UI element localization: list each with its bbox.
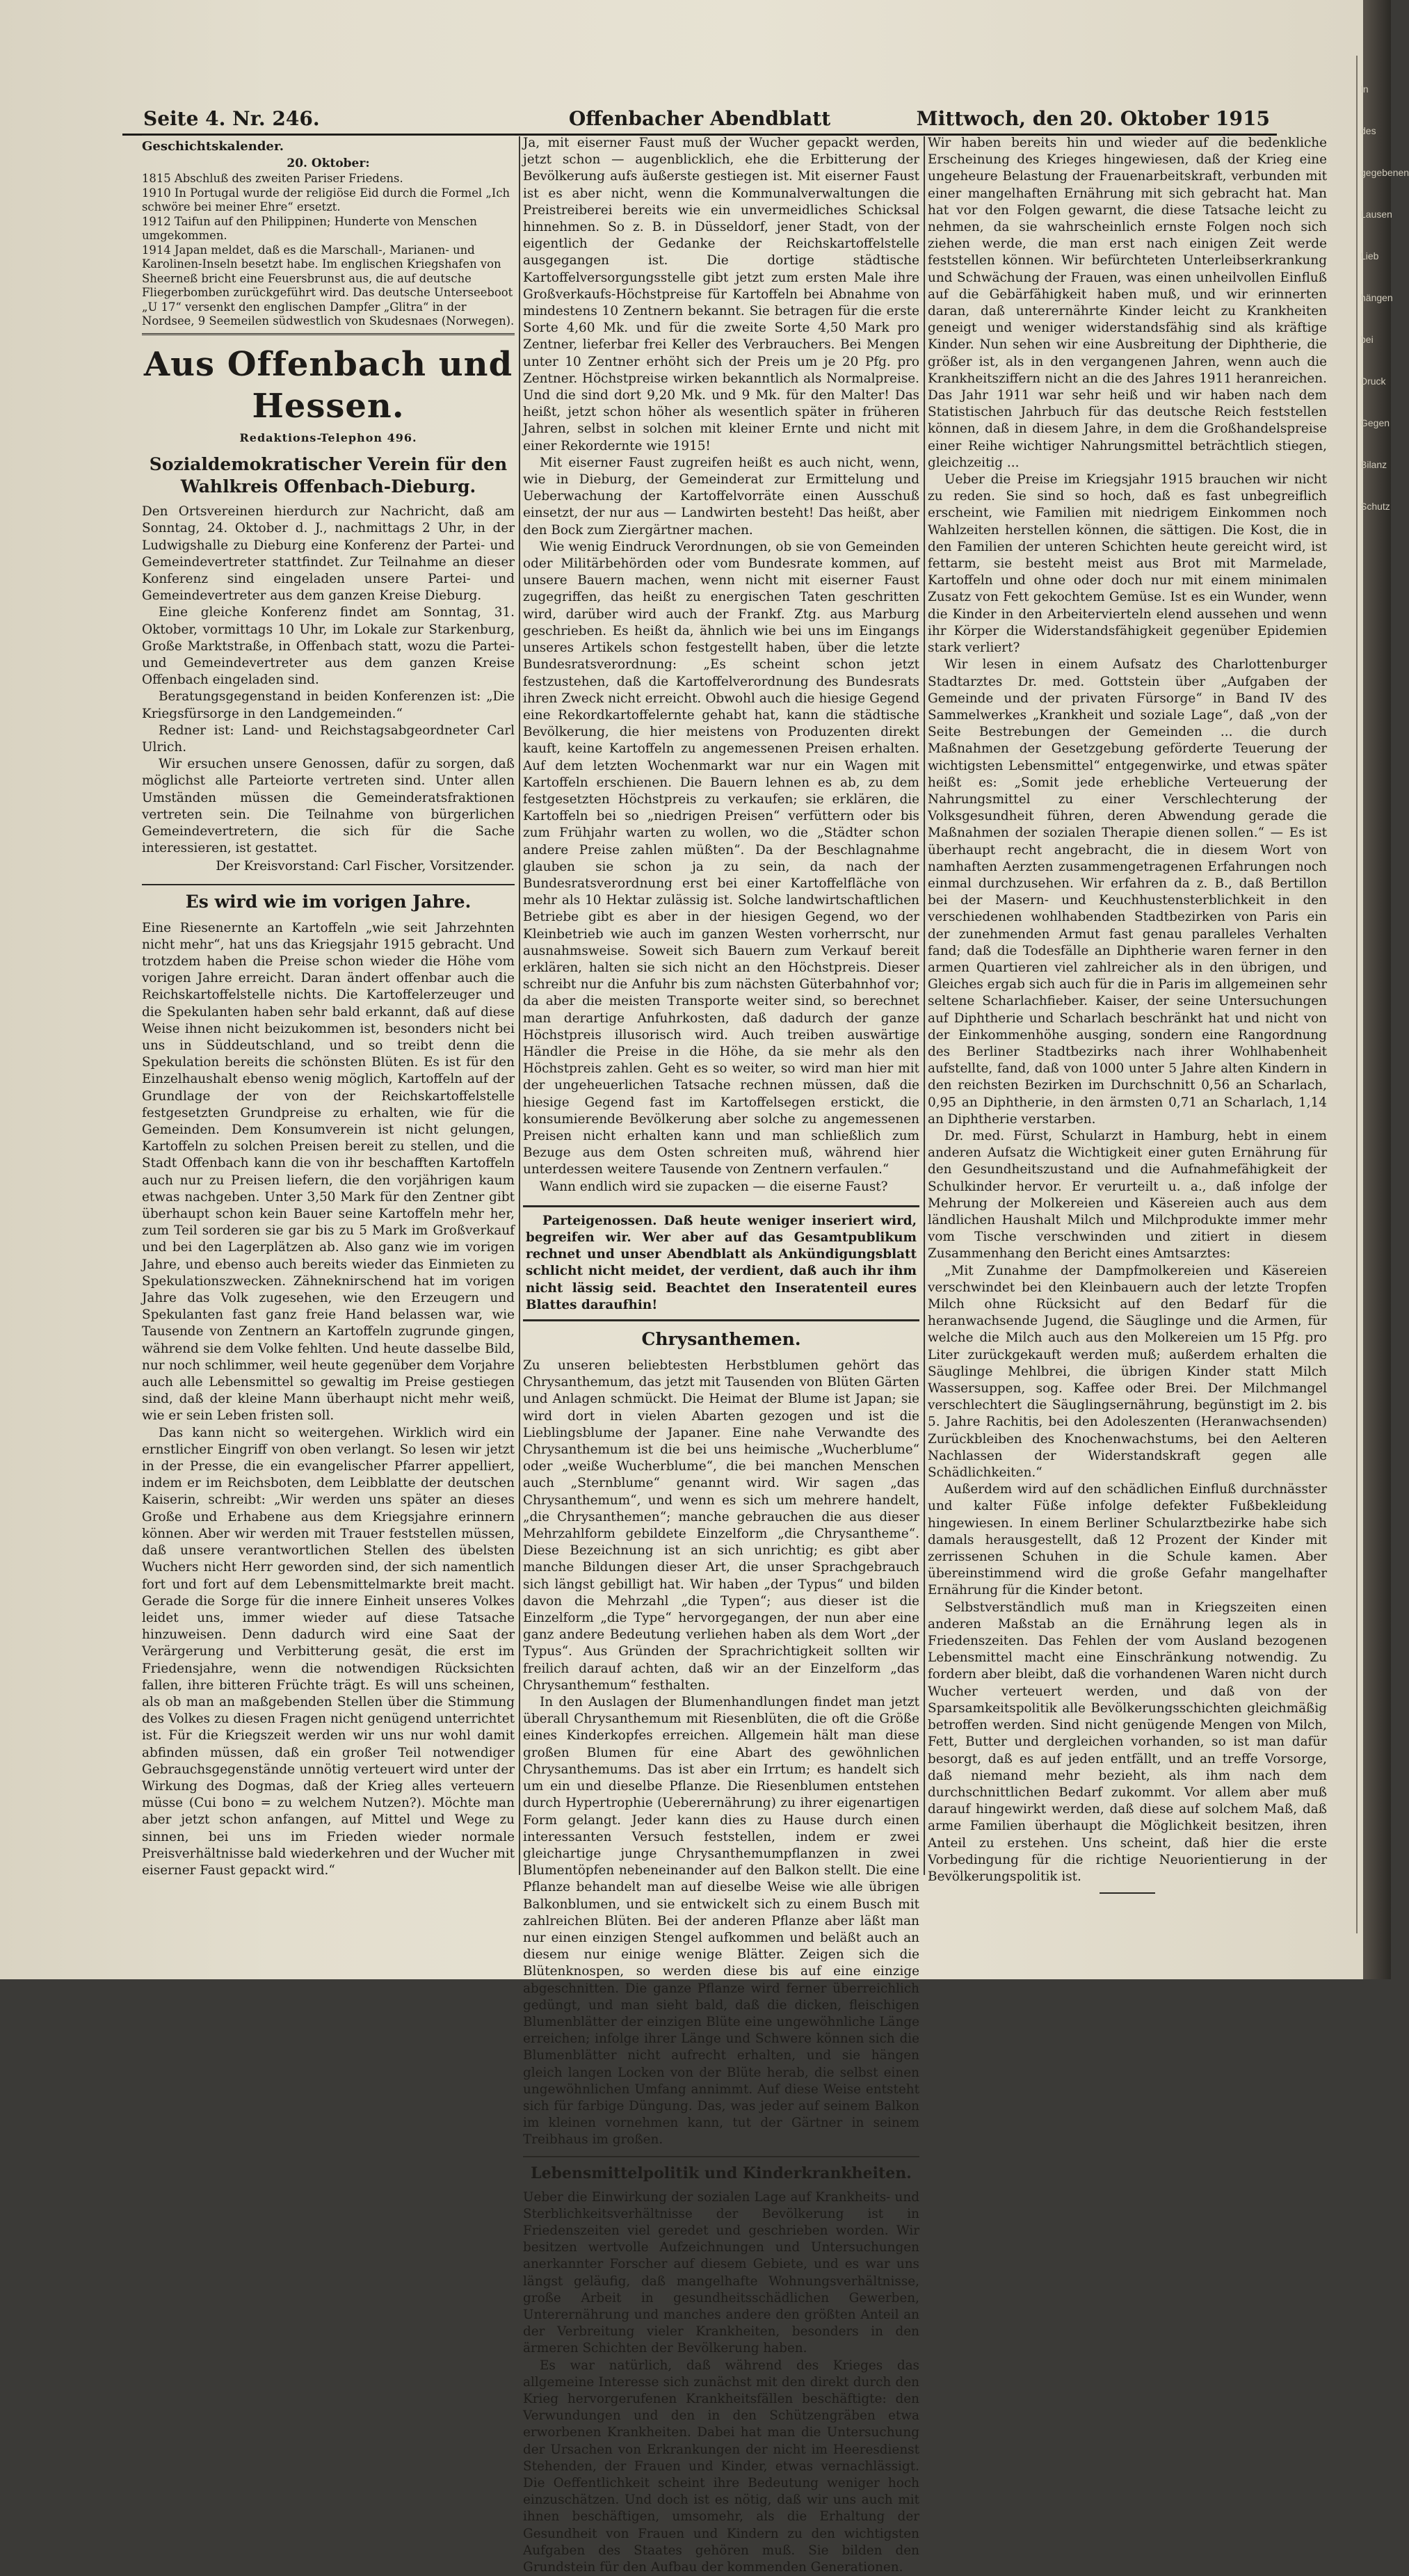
page-header bbox=[122, 106, 1277, 136]
article-paragraph: Ueber die Einwirkung der sozialen Lage auf Krankheits- und Sterblichkeitsverhältnisse der Bevölkerung ist in Friedenszeiten viel geredet und geschrieben worden. Wir besitzen wertvolle Aufzeichnungen und Untersuchungen anerkannter Forscher auf diesem Gebiete, und es war uns längst geläufig, daß mangelhafte Wohnungsverhältnisse, große Arbeit in gesundheitsschädlichen Gewerben, Unterernährung und manches andere den größten Anteil an der Verbreitung vieler Krankheiten, besonders in den ärmeren Schichten der Bevölkerung haben. bbox=[523, 2189, 919, 2356]
article-paragraph: Dr. med. Fürst, Schularzt in Hamburg, hebt in einem anderen Aufsatz die Wichtigkeit einer guten Ernährung für den Gesundheitszustand und die Aufnahmefähigkeit der Schulkinder hervor. Er verurteilt u. a., daß infolge der Mehrung der Molkereien und Käsereien auch aus dem ländlichen Haushalt Milch und Milchprodukte immer mehr vom Tische verschwinden und zitiert in diesem Zusammenhang den Bericht eines Amtsarztes: bbox=[928, 1128, 1327, 1262]
article-title: Es wird wie im vorigen Jahre. bbox=[142, 884, 515, 913]
newspaper-title: Offenbacher Abendblatt bbox=[568, 107, 831, 130]
article-paragraph: Eine Riesenernte an Kartoffeln „wie seit Jahrzehnten nicht mehr“, hat uns das Kriegsjahr 1915 gebracht. Und trotzdem haben die Preise schon wieder die Höhe vom vorigen Jahre erreicht. Daran ändert offenbar auch die Reichskartoffelstelle nichts. Die Kartoffelerzeuger und die Spekulanten haben sehr bald erkannt, daß auf diese Weise ihnen nicht beizukommen ist, besonders nicht bei uns in Süddeutschland, und so treibt denn die Spekulation bereits die schönsten Blüten. Es ist für den Einzelhaushalt ebenso wenig möglich, Kartoffeln auf der Grundlage der von der Reichskartoffelstelle festgesetzten Grundpreise zu erhalten, wie für die Gemeinden. Dem Konsumverein ist nicht gelungen, Kartoffeln zu solchen Preisen bereit zu stellen, und die Stadt Offenbach kann die von ihr beschafften Kartoffeln auch nur zu Preisen liefern, die den vorjährigen kaum etwas nachgeben. Unter 3,50 Mark für den Zentner gibt überhaupt schon kein Bauer seine Kartoffeln mehr her, zum Teil sorderen sie gar bis zu 5 Mark im Großverkauf und bei den Lagerplätzen ab. Also ganz wie im vorigen Jahre, und ebenso auch bereits wieder das Einmieten zu Spekulationszwecken. Zähneknirschend hat im vorigen Jahre das Volk zugesehen, wie den Erzeugern und Spekulanten fast ganz freie Hand belassen war, wie Tausende von Zentnern an Kartoffeln zugrunde gingen, während sie dem Volke fehlten. Und heute dasselbe Bild, nur noch schlimmer, weil heute gegenüber dem Vorjahre auch alle Lebensmittel so gewaltig im Preise gestiegen sind, daß der kleine Mann überhaupt nicht mehr weiß, wie er sein Leben fristen soll. bbox=[142, 920, 515, 1424]
article-paragraph: Redner ist: Land- und Reichstagsabgeordneter Carl Ulrich. bbox=[142, 723, 515, 755]
fragment-text: Lausen bbox=[1360, 209, 1392, 220]
article-paragraph: Selbstverständlich muß man in Kriegszeiten einen anderen Maßstab an die Ernährung legen als in Friedenszeiten. Das Fehlen der vom Ausland bezogenen Lebensmittel macht eine Einschränkung notwendig. Zu fordern aber bleibt, daß die vorhandenen Waren nicht durch Wucher verteuert werden, und daß von der Sparsamkeitspolitik alle Bevölkerungsschichten gleichmäßig betroffen werden. Sind nicht genügende Mengen von Milch, Fett, Butter und dergleichen vorhanden, so ist man dafür besorgt, daß es auf jeden entfällt, und an treffe Vorsorge, daß niemand mehr bezieht, als ihm nach dem durchschnittlichen Bedarf zukommt. Vor allem aber muß darauf hingewirkt werden, daß diese auf solchem Maß, daß arme Familien überhaupt die Möglichkeit besitzen, ihren Anteil zu erstehen. Uns scheint, daß hier die erste Vorbedingung für die richtige Neuorientierung in der Bevölkerungspolitik ist. bbox=[928, 1600, 1327, 1884]
calendar-entry: 1815 Abschluß des zweiten Pariser Friedens. bbox=[142, 172, 403, 186]
article-paragraph: „Mit Zunahme der Dampfmolkereien und Käsereien verschwindet bei den Kleinbauern auch der letzte Tropfen Milch ohne Rücksicht auf den Bedarf für die heranwachsende Jugend, die Säuglinge und die Armen, für welche die Milch auch aus den Molkereien um 15 Pfg. pro Liter zurückgekauft werden muß; außerdem erhalten die Säuglinge Mehlbrei, die übrigen Kinder statt Milch Wassersuppen, sog. Kaffee oder Brei. Der Milchmangel verschlechtert die Säuglingsernährung, begünstigt im 2. bis 5. Jahre Rachitis, bei den Adoleszenten (Heranwachsenden) Zurückbleiben des Knochenwachstums, bei den Aelteren Nachlassen der Widerstandskraft gegen alle Schädlichkeiten.“ bbox=[928, 1263, 1327, 1481]
article-paragraph: Ja, mit eiserner Faust muß der Wucher gepackt werden, jetzt schon — augenblicklich, ehe die Erbitterung der Bevölkerung aufs äußerste gestiegen ist. Mit eiserner Faust ist es aber nicht, wenn die Kommunalverwaltungen die Preistreiberei bereits wie ein unvermeidliches Schicksal hinnehmen. So z. B. in Düsseldorf, jener Stadt, von der eigentlich der Gedanke der Reichskartoffelstelle ausgegangen ist. Die dortige städtische Kartoffelversorgungsstelle gibt jetzt zum ersten Male ihre Großverkaufs-Höchstpreise für Kartoffeln bei Abnahme von mindestens 10 Zentnern bekannt. Sie betragen für die erste Sorte 4,60 Mk. und für die zweite Sorte 4,50 Mark pro Zentner, lieferbar frei Keller des Verbrauchers. Bei Mengen unter 10 Zentner erhöht sich der Preis um je 20 Pfg. pro Zentner. Höchstpreise wirken bekanntlich als Normalpreise. Und die sind dort 9,20 Mk. und 9 Mk. für den Malter! Das heißt, jetzt schon höher als wesentlich später in früheren Jahren, selbst in solchen mit kleiner Ernte und nicht mit einer Rekordernte wie 1915! bbox=[523, 136, 919, 453]
separator-rule bbox=[523, 2156, 919, 2157]
article-paragraph: Wie wenig Eindruck Verordnungen, ob sie von Gemeinden oder Militärbehörden oder vom Bundesrate kommen, auf unsere Bauern machen, wenn nicht mit eiserner Faust zugegriffen, das heißt zu energischen Taten geschritten wird, darüber wird auch der Frankf. Ztg. aus Marburg geschrieben. Es heißt da, ähnlich wie bei uns im Eingangs unseres Artikels schon festgestellt haben, über die letzte Bundesratsverordnung: „Es scheint schon jetzt festzustehen, daß die Kartoffelverordnung des Bundesrats ihren Zweck nicht erreicht. Obwohl auch die hiesige Gegend eine Rekordkartoffelernte gehabt hat, kann die städtische Bevölkerung, die hier meistens von Produzenten direkt kauft, keine Kartoffeln zu angemessenen Preisen erhalten. Auf dem letzten Wochenmarkt war nur ein Wagen mit Kartoffeln erschienen. Die Bauern lehnen es ab, zu dem festgesetzten Höchstpreis zu verkaufen; sie erklären, die Kartoffeln bei so „niedrigen Preisen“ verfüttern oder bis zum Frühjahr warten zu wollen, wo die „Städter schon andere Preise zahlen müßten“. Da der Beschlagnahme glauben sie schon ja zu sein, da nach der Bundesratsverordnung erst bei einer Kartoffelfläche von mehr als 10 Hektar zulässig ist. Solche landwirtschaftlichen Betriebe gibt es aber in der hiesigen Gegend, wo der Kleinbetrieb wie auch im ganzen Westen vorherrscht, nur ausnahmsweise. Soweit sich Bauern zum Verkauf bereit erklären, halten sie sich nicht an den Höchstpreis. Dieser schreibt nur die Anfuhr bis zum nächsten Güterbahnhof vor; da aber die meisten Transporte weiter sind, so berechnet man derartige Anfuhrkosten, daß dadurch der ganze Höchstpreis illusorisch wird. Auch treiben auswärtige Händler die Preise in die Höhe, da sie mehr als den Höchstpreis zahlen. Geht es so weiter, so wird man hier mit der ungeheuerlichen Tatsache rechnen müssen, daß die hiesige Gegend fast im Kartoffelsegen erstickt, die konsumierende Bevölkerung aber solche zu angemessenen Preisen nicht erhalten kann und man schließlich zum Bezuge aus dem Osten schreiten muß, während hier unterdessen weitere Tausende von Zentnern verfaulen.“ bbox=[523, 539, 919, 1177]
end-rule bbox=[1100, 1892, 1155, 1894]
fragment-text: gegebenen bbox=[1360, 167, 1409, 178]
column-divider bbox=[519, 136, 520, 1875]
article-paragraph: Den Ortsvereinen hierdurch zur Nachricht, daß am Sonntag, 24. Oktober d. J., nachmittags 2 Uhr, in der Ludwigshalle zu Dieburg eine Konferenz der Partei- und Gemeindevertreter stattfindet. Zur Teilnahme an dieser Konferenz sind eingeladen unsere Partei- und Gemeindevertreter aus dem ganzen Kreise Dieburg. bbox=[142, 504, 515, 604]
adjacent-page-fragments bbox=[1360, 83, 1409, 542]
article-paragraph: Wann endlich wird sie zupacken — die eiserne Faust? bbox=[540, 1179, 888, 1194]
article-title: Sozialdemokratischer Verein für den Wahlkreis Offenbach-Dieburg. bbox=[149, 454, 508, 497]
column-divider bbox=[924, 136, 925, 1875]
fragment-text: hängen bbox=[1360, 292, 1393, 303]
fragment-text: bei bbox=[1360, 334, 1374, 345]
party-notice-box bbox=[523, 1205, 919, 1321]
article-paragraph: Wir haben bereits hin und wieder auf die bedenkliche Erscheinung des Krieges hingewiesen, daß der Krieg eine ungeheure Belastung der Frauenarbeitskraft, verbunden mit einer mangelhaften Ernährung mit sich gebracht hat. Man hat vor den Folgen gewarnt, die diese Tatsache leicht zu nehmen, da sie wahrscheinlich ernste Folgen noch sich ziehen werde, die man erst nach einigen Zeit werde feststellen können. Wir befürchteten Unterleibserkrankung und Schwächung der Frauen, was einen unheilvollen Einfluß auf die Gebärfähigkeit haben muß, und wir erinnerten daran, daß unterernährte Kinder leicht zu Krankheiten geneigt und weniger widerstandsfähig sind als kräftige Kinder. Nun sehen wir eine Ausbreitung der Diphtherie, die größer ist, als in den vergangenen Jahren, wenn auch die Krankheitsziffern nicht an die des Jahres 1911 heranreichen. Das Jahr 1911 war sehr heiß und wir haben nach dem Statistischen Jahrbuch für das deutsche Reich feststellen können, daß in diesem Jahre, in dem die Großhandelspreise einer Reihe wichtiger Nahrungsmittel beträchtlich stiegen, gleichzeitig ... bbox=[928, 136, 1327, 470]
calendar-title: Geschichtskalender. bbox=[142, 139, 284, 154]
article-paragraph: Ueber die Preise im Kriegsjahr 1915 brauchen wir nicht zu reden. Sie sind so hoch, daß es fast unbegreiflich erscheint, wie Familien mit niedrigem Einkommen noch Wahlzeiten herstellen können, die sättigen. Die Kost, die in den Familien der unteren Schichten heute gereicht wird, ist fettarm, sie besteht meist aus Brot mit Marmelade, Kartoffeln und ohne oder doch nur mit einem minimalen Zusatz von Fett gekochtem Gemüse. Ist es ein Wunder, wenn die Kinder in den Arbeitervierteln elend aussehen und wenn ihr Körper die Widerstandsfähigkeit gegenüber Epidemien stark verliert? bbox=[928, 472, 1327, 656]
article-paragraph: Wir lesen in einem Aufsatz des Charlottenburger Stadtarztes Dr. med. Gottstein über „Aufgaben der Gemeinde und der privaten Fürsorge“ in Band IV des Sammelwerkes „Krankheit und soziale Lage“, daß „von der Seite Bestrebungen der Gemeinden ... die durch Maßnahmen der Gesetzgebung geförderte Teuerung der wichtigsten Lebensmittel“ entgegenwirke, und etwas später heißt es: „Somit jede erhebliche Verteuerung der Nahrungsmittel zu einer Verschlechterung der Volksgesundheit führen, deren Abwendung gerade die Maßnahmen der sozialen Therapie dienen sollen.“ — Es ist überhaupt recht angebracht, die in diesem Wort von namhaften Aerzten zusammengetragenen Erfahrungen noch einmal durchzusehen. Wir erfahren da z. B., daß Bertillon bei der Masern- und Keuchhustensterblichkeit in den verschiedenen wohlhabenden Stadtbezirken von Paris ein der zunehmenden Armut fast genau paralleles Verhalten fand; daß die Todesfälle an Diphtherie waren ferner in den armen Quartieren viel zahlreicher als in den übrigen, und Gleiches ergab sich auch für die in Paris im allgemeinen sehr seltene Scharlachfieber. Kaiser, der seine Untersuchungen auf Diphtherie und Scharlach beschränkt hat und nicht von der Einkommenhöhe ausging, sondern eine Rangordnung des Berliner Stadtbezirks nach ihrer Wohlhabenheit aufstellte, fand, daß von 1000 unter 5 Jahre alten Kindern in den reichsten Bezirken im Durchschnitt 0,56 an Scharlach, 0,95 an Diphtherie, in den ärmsten 0,71 an Scharlach, 1,14 an Diphtherie verstarben. bbox=[928, 657, 1327, 1127]
fragment-text: Gegen bbox=[1360, 417, 1390, 428]
notice-text: Parteigenossen. Daß heute weniger inseriert wird, begreifen wir. Wer aber auf das Gesamtpublikum rechnet und unser Abendblatt als Ankündigungsblatt schlicht nicht meidet, der verdient, daß auch ihr ihm nicht lässig seid. Beachtet den Inseratenteil eures Blattes daraufhin! bbox=[526, 1213, 917, 1312]
column-3 bbox=[928, 135, 1327, 1894]
calendar-date: 20. Oktober: bbox=[287, 156, 370, 171]
fragment-text: In bbox=[1360, 83, 1369, 95]
article-title: Chrysanthemen. bbox=[641, 1329, 801, 1350]
article-paragraph: Beratungsgegenstand in beiden Konferenzen ist: „Die Kriegsfürsorge in den Landgemeinden.“ bbox=[142, 689, 515, 721]
fragment-text: Lieb bbox=[1360, 250, 1379, 261]
fragment-text: Schutz bbox=[1360, 501, 1390, 512]
page-number: Seite 4. Nr. 246. bbox=[143, 107, 320, 130]
article-paragraph: In den Auslagen der Blumenhandlungen findet man jetzt überall Chrysanthemum mit Riesenblüten, die oft die Größe eines Kinderkopfes erreichen. Allgemein hält man diese großen Blumen für eine Abart des gewöhnlichen Chrysanthemums. Das ist aber ein Irrtum; es handelt sich um ein und dieselbe Pflanze. Die Riesenblumen entstehen durch Hypertrophie (Ueberernährung) zu ihrer eigenartigen Form gelangt. Jeder kann dies zu Hause durch einen interessanten Versuch feststellen, indem er zwei gleichartige junge Chrysanthemumpflanzen in zwei Blumentöpfen nebeneinander auf den Balkon stellt. Die eine Pflanze behandelt man auf dieselbe Weise wie alle übrigen Balkonblumen, und sie entwickelt sich zu einem Busch mit zahlreichen Blüten. Bei der anderen Pflanze aber läßt man nur einen einzigen Stengel aufkommen und beläßt auch an diesem nur einige wenige Blätter. Zeigen sich die Blütenknospen, so werden diese bis auf eine einzige abgeschnitten. Die ganze Pflanze wird ferner überreichlich gedüngt, und man sieht bald, daß die dicken, fleischigen Blumenblätter der einzigen Blüte eine ungewöhnliche Länge erreichen; infolge ihrer Länge und Schwere können sich die Blumenblätter nicht aufrecht erhalten, und sie hängen gleich langen Locken von der Blüte herab, die selbst einen ungewöhnlichen Umfang annimmt. Auf diese Weise entsteht sich für farbige Düngung. Das, was jeder auf seinem Balkon im kleinen vornehmen kann, tut der Gärtner in seinem Treibhaus im großen. bbox=[523, 1695, 919, 2148]
fragment-text: Bilanz bbox=[1360, 459, 1387, 470]
history-calendar bbox=[142, 135, 515, 335]
article-paragraph: Es war natürlich, daß während des Krieges das allgemeine Interesse sich zunächst mit den direkt durch den Krieg hervorgerufenen Krankheitsfällen beschäftigte: den Verwundungen und den in den Schützengräben etwa erworbenen Krankheiten. Dabei hat man die Untersuchung der Ursachen von Erkrankungen der nicht im Heeresdienst Stehenden, der Frauen und Kinder, etwas vernachlässigt. Die Oeffentlichkeit scheint ihre Bedeutung weniger hoch einzuschätzen. Und doch ist es nötig, daß wir uns auch mit ihnen beschäftigen, umsomehr, als die Erhaltung der Gesundheit von Frauen und Kindern zu den wichtigsten Aufgaben des Staates gehören muß. Sie bilden den Grundstein für den Aufbau der kommenden Generationen. bbox=[523, 2358, 919, 2575]
calendar-entry: 1910 In Portugal wurde der religiöse Eid durch die Formel „Ich schwöre bei meiner Ehre“ ersetzt. bbox=[142, 186, 510, 214]
fragment-text: Druck bbox=[1360, 376, 1386, 387]
article-paragraph: Wir ersuchen unsere Genossen, dafür zu sorgen, daß möglichst alle Parteiorte vertreten sind. Unter allen Umständen müssen die Gemeinderatsfraktionen vertreten sein. Die Teilnahme von bürgerlichen Gemeindevertretern, die sich für die Sache interessieren, ist gestattet. bbox=[142, 757, 515, 856]
article-paragraph: Das kann nicht so weitergehen. Wirklich wird ein ernstlicher Eingriff von oben verlangt. So lesen wir jetzt in der Presse, die ein evangelischer Pfarrer appelliert, indem er im Reichsboten, dem Leibblatte der deutschen Kaiserin, schreibt: „Wir werden uns später an dieses Große und Erhabene aus dem Kriegsjahre erinnern können. Aber wir werden mit Trauer feststellen müssen, daß unsere verantwortlichen Stellen des übelsten Wuchers nicht Herr geworden sind, der sich namentlich fort und fort auf dem Lebensmittelmarkte breit macht. Gerade die Sorge für die innere Einheit unseres Volkes leidet uns, immer wieder auf diese Tatsache hinzuweisen. Denn dadurch wird eine Saat der Verärgerung und Verbitterung gesät, die erst im Friedensjahre, wenn die notwendigen Rücksichten fallen, ihre bitteren Früchte trägt. Es will uns scheinen, als ob man an maßgebenden Stellen über die Stimmung des Volkes zu diesen Fragen nicht genügend unterrichtet ist. Für die Kriegszeit werden wir uns nur wohl damit abfinden müssen, daß ein großer Teil notwendiger Gebrauchsgegenstände unnötig verteuert wird unter der Wirkung des Dogmas, daß der Krieg alles verteuern müsse (Cui bono = zu welchem Nutzen?). Möchte man aber jetzt schon anfangen, auf Mittel und Wege zu sinnen, bei uns im Frieden wieder normale Preisverhältnisse bald wiederkehren und der Wucher mit eiserner Faust gepackt wird.“ bbox=[142, 1425, 515, 1878]
article-paragraph: Mit eiserner Faust zugreifen heißt es auch nicht, wenn, wie in Dieburg, der Gemeinderat zur Ermittelung und Ueberwachung der Kartoffelvorräte einen Ausschuß einsetzt, der nur aus — Landwirten besteht! Das heißt, aber den Bock zum Ziergärtner machen. bbox=[523, 455, 919, 538]
article-signature: Der Kreisvorstand: Carl Fischer, Vorsitzender. bbox=[216, 859, 515, 874]
calendar-entry: 1914 Japan meldet, daß es die Marschall-, Marianen- und Karolinen-Inseln besetzt habe. Im englischen Kriegshafen von Sheerneß bricht eine Feuersbrunst aus, die auf deutsche Fliegerbomben zurückgeführt wird. Das deutsche Unterseeboot „U 17“ versenkt den englischen Dampfer „Glitra“ in der Nordsee, 9 Seemeilen südwestlich von Skudesnaes (Norwegen). bbox=[142, 243, 515, 328]
issue-date: Mittwoch, den 20. Oktober 1915 bbox=[916, 107, 1270, 130]
column-1 bbox=[142, 135, 515, 1879]
article-paragraph: Eine gleiche Konferenz findet am Sonntag, 31. Oktober, vormittags 10 Uhr, im Lokale zur Starkenburg, Große Marktstraße, in Offenbach statt, wozu die Partei- und Gemeindevertreter aus dem ganzen Kreise Offenbach eingeladen sind. bbox=[142, 605, 515, 688]
article-paragraph: Zu unseren beliebtesten Herbstblumen gehört das Chrysanthemum, das jetzt mit Tausenden von Blüten Gärten und Anlagen schmückt. Die Heimat der Blume ist Japan; sie wird dort in vielen Abarten gezogen und ist die Lieblingsblume der Japaner. Eine nahe Verwandte des Chrysanthemum ist die bei uns heimische „Wucherblume“ oder „weiße Wucherblume“, die bei manchen Menschen auch „Sternblume“ genannt wird. Wir sagen „das Chrysanthemum“, und wenn es sich um mehrere handelt, „die Chrysanthemen“; manche gebrauchen die aus dieser Mehrzahlform gebildete Einzelform „die Chrysantheme“. Diese Bezeichnung ist an sich unrichtig; es gibt aber manche Bildungen dieser Art, die unser Sprachgebrauch sich längst gebilligt hat. Wir haben „der Typus“ und bilden davon die Mehrzahl „die Typen“; aus dieser ist die Einzelform „die Type“ hervorgegangen, der nun aber eine ganz andere Bedeutung verliehen haben als dem Wort „der Typus“. Aus Gründen der Sprachrichtigkeit sollten wir freilich darauf achten, daß wir an der Einzelform „das Chrysanthemum“ festhalten. bbox=[523, 1358, 919, 1693]
section-title: Aus Offenbach und Hessen. bbox=[143, 344, 513, 426]
column-2 bbox=[523, 135, 919, 2576]
fragment-text: des bbox=[1360, 125, 1376, 136]
article-paragraph: Außerdem wird auf den schädlichen Einfluß durchnässter und kalter Füße infolge defekter Fußbekleidung hingewiesen. In einem Berliner Schularztbezirke habe sich damals herausgestellt, daß 12 Prozent der Kinder mit zerrissenen Schuhen in die Schule kamen. Aber übereinstimmend wird die große Gefahr mangelhafter Ernährung für die Kinder betont. bbox=[928, 1482, 1327, 1598]
editorial-telephone: Redaktions-Telephon 496. bbox=[239, 430, 417, 444]
article-title: Lebensmittelpolitik und Kinderkrankheiten. bbox=[531, 2164, 912, 2182]
calendar-entry: 1912 Taifun auf den Philippinen; Hunderte von Menschen umgekommen. bbox=[142, 214, 477, 243]
